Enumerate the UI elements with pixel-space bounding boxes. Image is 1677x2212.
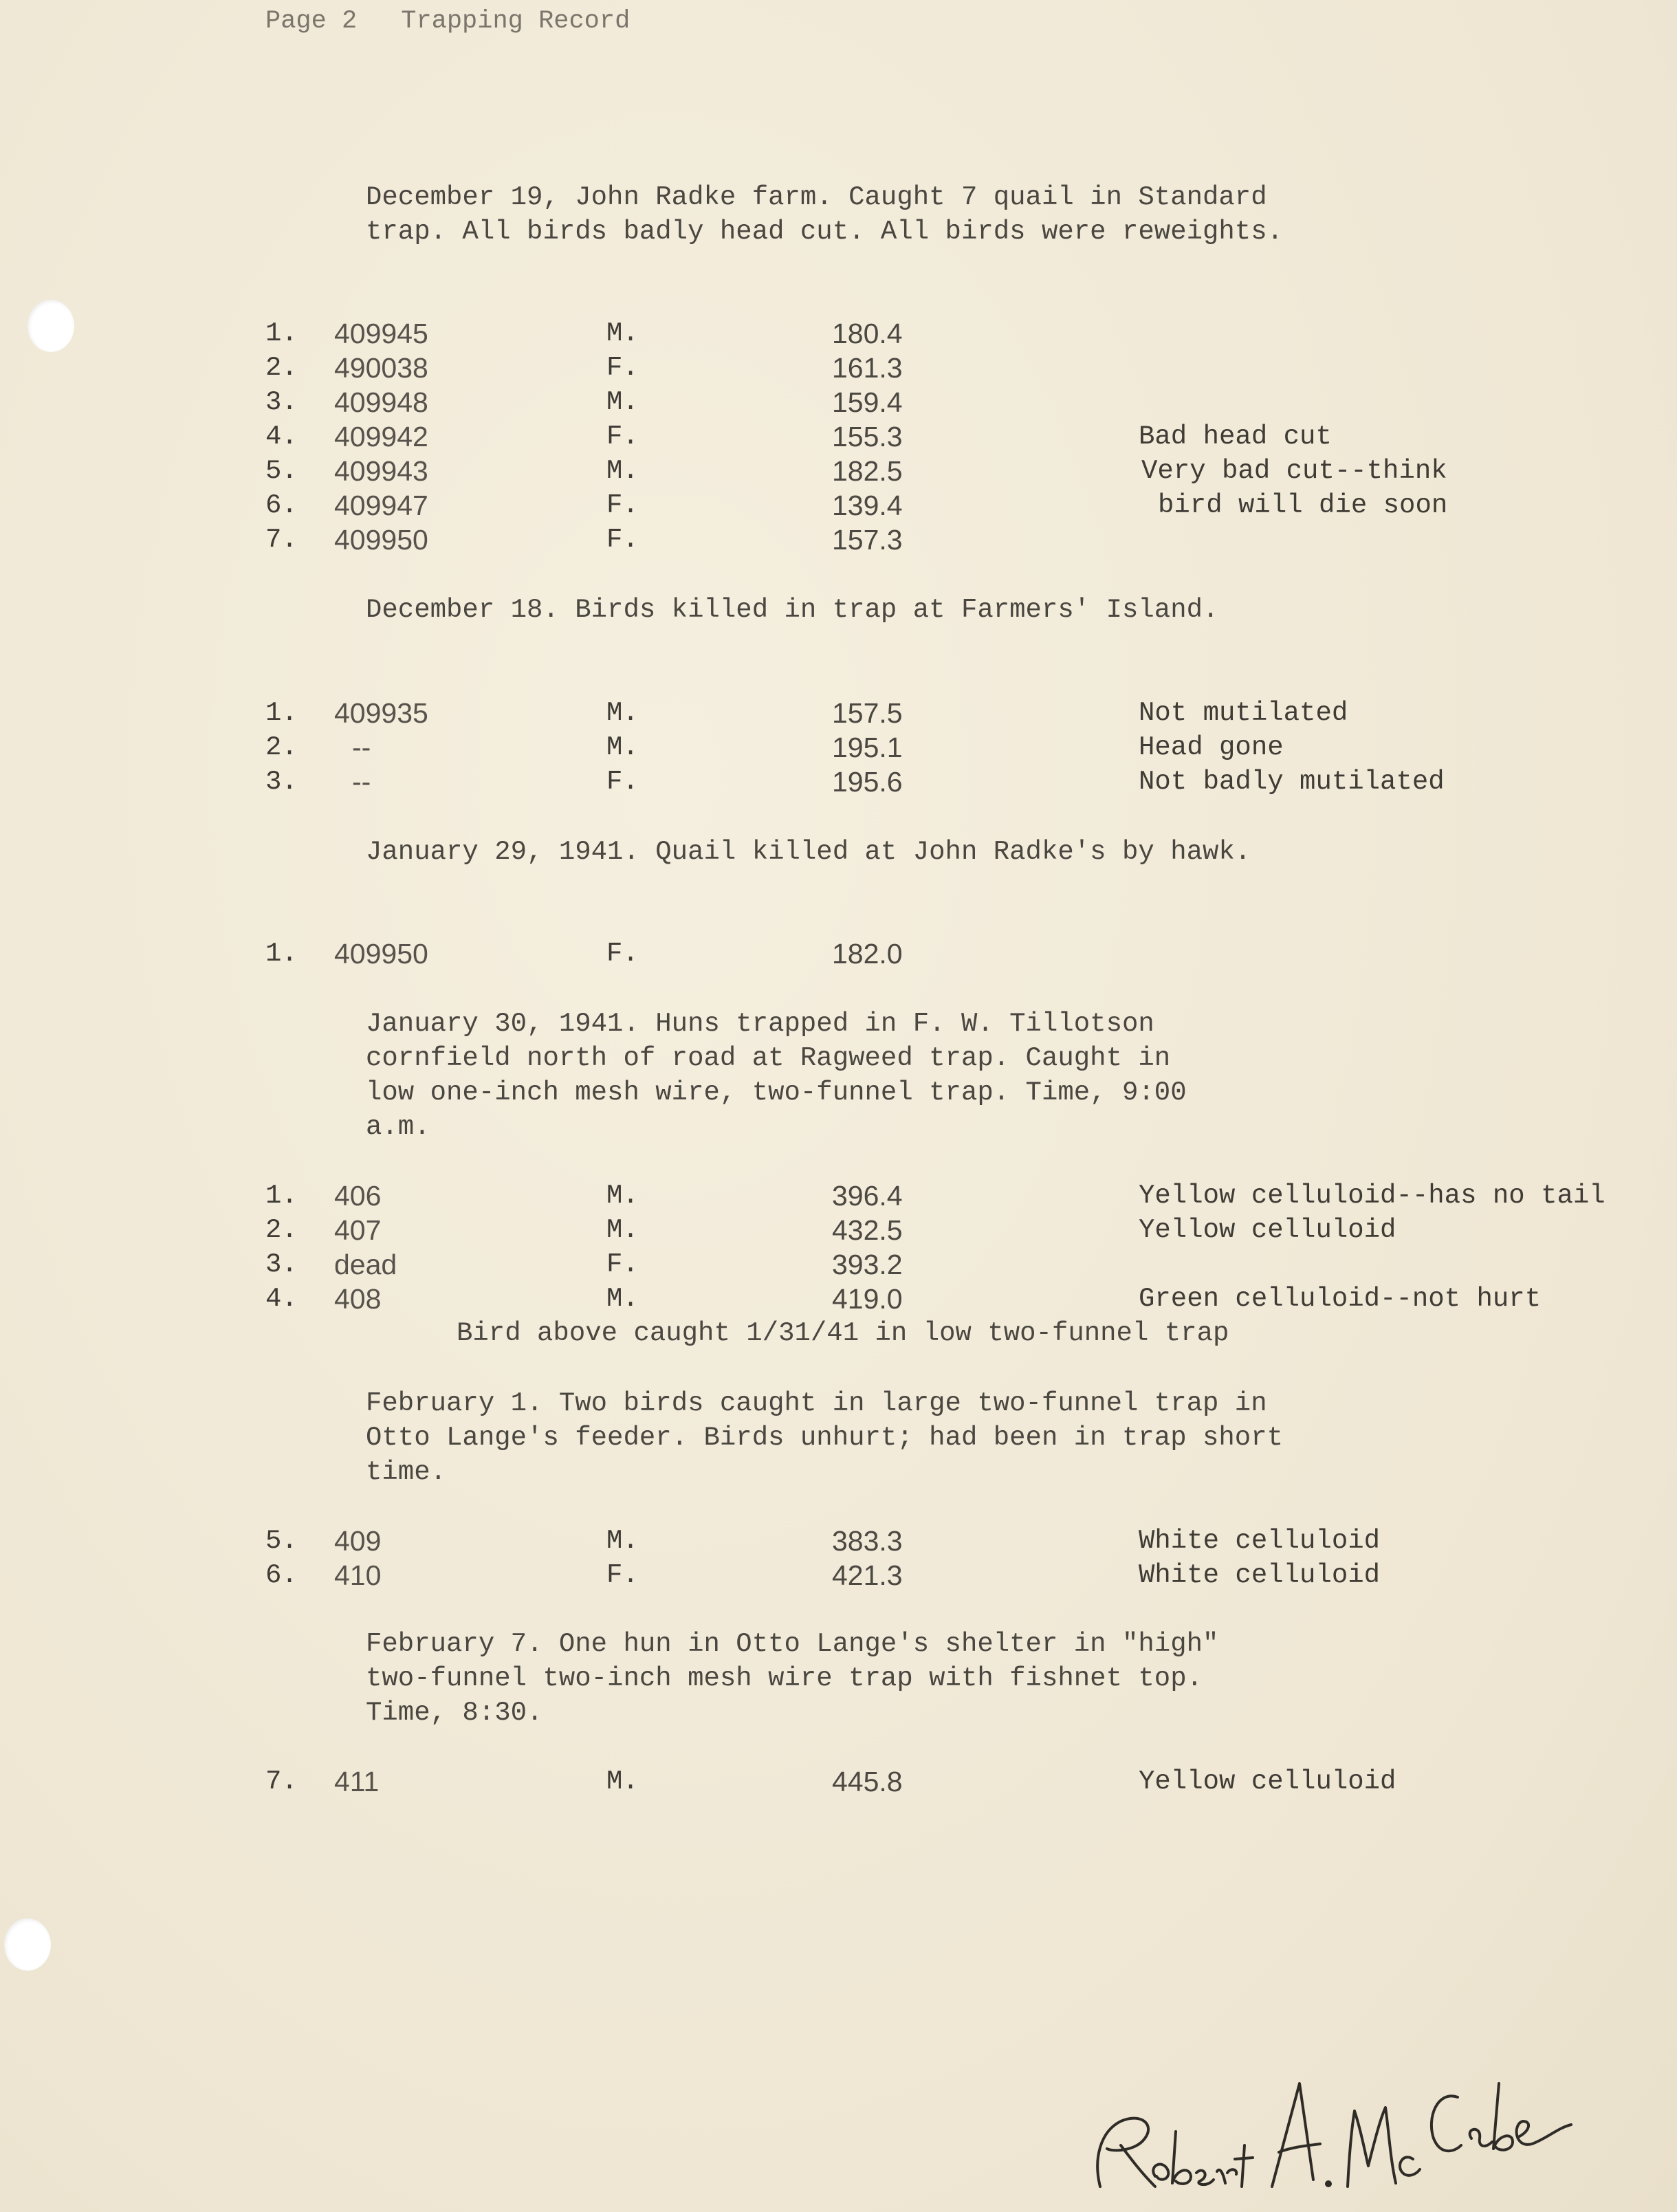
- section-text: January 29, 1941. Quail killed at John Radke's by hawk.: [366, 837, 1251, 867]
- sex: F.: [606, 421, 639, 452]
- weight: 157.5: [832, 697, 903, 729]
- note: White celluloid: [1139, 1526, 1381, 1556]
- page-header: [265, 7, 630, 36]
- record-number: 1.: [265, 939, 298, 969]
- note: Yellow celluloid: [1139, 1215, 1396, 1245]
- band-number: 409945: [334, 318, 428, 349]
- record-number: 2.: [265, 732, 298, 763]
- note: Not mutilated: [1139, 698, 1348, 728]
- sex: M.: [606, 1284, 639, 1314]
- sex: M.: [606, 1526, 639, 1556]
- record-row: [0, 730, 1677, 765]
- band-number: 409942: [334, 421, 428, 452]
- record-row: [0, 696, 1677, 730]
- weight: 383.3: [832, 1525, 903, 1557]
- note: Head gone: [1139, 732, 1284, 763]
- sex: M.: [606, 732, 639, 763]
- section-text: December 18. Birds killed in trap at Farmers' Island.: [366, 595, 1219, 625]
- footnote: Bird above caught 1/31/41 in low two-funnel trap: [457, 1318, 1229, 1348]
- record-number: 1.: [265, 318, 298, 349]
- record-number: 3.: [265, 1249, 298, 1280]
- weight: 421.3: [832, 1559, 903, 1591]
- sex: M.: [606, 1766, 639, 1797]
- record-row: [0, 385, 1677, 419]
- record-number: 3.: [265, 767, 298, 797]
- band-number: 406: [334, 1180, 382, 1212]
- record-row: [0, 523, 1677, 557]
- weight: 195.1: [832, 732, 903, 763]
- sex: F.: [606, 1560, 639, 1590]
- sex: M.: [606, 698, 639, 728]
- sex: F.: [606, 1249, 639, 1280]
- weight: 396.4: [832, 1180, 903, 1212]
- record-number: 5.: [265, 1526, 298, 1556]
- band-number: 409948: [334, 386, 428, 418]
- record-number: 3.: [265, 387, 298, 417]
- band-number: 409950: [334, 938, 428, 970]
- sex: M.: [606, 318, 639, 349]
- record-row: [0, 1213, 1677, 1247]
- note: White celluloid: [1139, 1560, 1381, 1590]
- record-number: 6.: [265, 490, 298, 521]
- record-row: [0, 454, 1677, 488]
- weight: 195.6: [832, 766, 903, 798]
- weight: 445.8: [832, 1766, 903, 1797]
- band-number: 407: [334, 1214, 382, 1246]
- record-number: 6.: [265, 1560, 298, 1590]
- sex: F.: [606, 525, 639, 555]
- sex: F.: [606, 490, 639, 521]
- band-number: 409947: [334, 490, 428, 521]
- band-number: 409950: [334, 524, 428, 556]
- record-number: 7.: [265, 525, 298, 555]
- weight: 155.3: [832, 421, 903, 452]
- record-row: [0, 1247, 1677, 1282]
- weight: 432.5: [832, 1214, 903, 1246]
- sex: F.: [606, 767, 639, 797]
- record-number: 2.: [265, 353, 298, 383]
- record-number: 1.: [265, 698, 298, 728]
- record-row: [0, 765, 1677, 799]
- record-row: [0, 1558, 1677, 1592]
- page-title: Trapping Record: [401, 7, 631, 36]
- section-text: February 7. One hun in Otto Lange's shelter in "high" two-funnel two-inch mesh wire trap with fishnet top. Time, 8:30.: [366, 1629, 1219, 1728]
- note: Yellow celluloid: [1139, 1766, 1396, 1797]
- note: Bad head cut: [1139, 421, 1332, 452]
- band-number: dead: [334, 1249, 397, 1280]
- record-number: 1.: [265, 1181, 298, 1211]
- record-number: 4.: [265, 421, 298, 452]
- record-row: [0, 316, 1677, 351]
- record-row: [0, 937, 1677, 971]
- band-number: --: [352, 766, 371, 798]
- punch-hole: [4, 1918, 51, 1971]
- record-row: [0, 351, 1677, 385]
- band-number: 409935: [334, 697, 428, 729]
- sex: F.: [606, 353, 639, 383]
- band-number: 409: [334, 1525, 382, 1557]
- note: bird will die soon: [1158, 490, 1448, 521]
- band-number: 410: [334, 1559, 382, 1591]
- record-row: [0, 1524, 1677, 1558]
- record-row: [0, 488, 1677, 523]
- band-number: 490038: [334, 352, 428, 384]
- section-text: February 1. Two birds caught in large two-funnel trap in Otto Lange's feeder. Birds unhurt; had been in trap short time.: [366, 1388, 1284, 1487]
- note: Not badly mutilated: [1139, 767, 1445, 797]
- record-row: [0, 1282, 1677, 1316]
- weight: 139.4: [832, 490, 903, 521]
- signature: [1073, 2056, 1581, 2207]
- record-row: [0, 1764, 1677, 1799]
- record-number: 7.: [265, 1766, 298, 1797]
- weight: 161.3: [832, 352, 903, 384]
- note: Yellow celluloid--has no tail: [1139, 1181, 1605, 1211]
- sex: M.: [606, 1215, 639, 1245]
- band-number: 411: [334, 1766, 380, 1797]
- record-number: 2.: [265, 1215, 298, 1245]
- page-number: Page 2: [265, 7, 358, 36]
- sex: M.: [606, 456, 639, 486]
- weight: 180.4: [832, 318, 903, 349]
- weight: 182.0: [832, 938, 903, 970]
- band-number: 408: [334, 1283, 382, 1315]
- record-row: [0, 1179, 1677, 1213]
- note: Green celluloid--not hurt: [1139, 1284, 1542, 1314]
- weight: 419.0: [832, 1283, 903, 1315]
- band-number: 409943: [334, 455, 428, 487]
- weight: 157.3: [832, 524, 903, 556]
- weight: 182.5: [832, 455, 903, 487]
- note: Very bad cut--think: [1141, 456, 1447, 486]
- weight: 159.4: [832, 386, 903, 418]
- sex: M.: [606, 1181, 639, 1211]
- section-text: December 19, John Radke farm. Caught 7 quail in Standard trap. All birds badly head cut. All birds were reweights.: [366, 182, 1284, 247]
- band-number: --: [352, 732, 371, 763]
- weight: 393.2: [832, 1249, 903, 1280]
- record-number: 4.: [265, 1284, 298, 1314]
- sex: M.: [606, 387, 639, 417]
- sex: F.: [606, 939, 639, 969]
- record-row: [0, 419, 1677, 454]
- record-number: 5.: [265, 456, 298, 486]
- section-text: January 30, 1941. Huns trapped in F. W. Tillotson cornfield north of road at Ragweed trap. Caught in low one-inch mesh wire, two-funnel trap. Time, 9:00 a.m.: [366, 1009, 1187, 1142]
